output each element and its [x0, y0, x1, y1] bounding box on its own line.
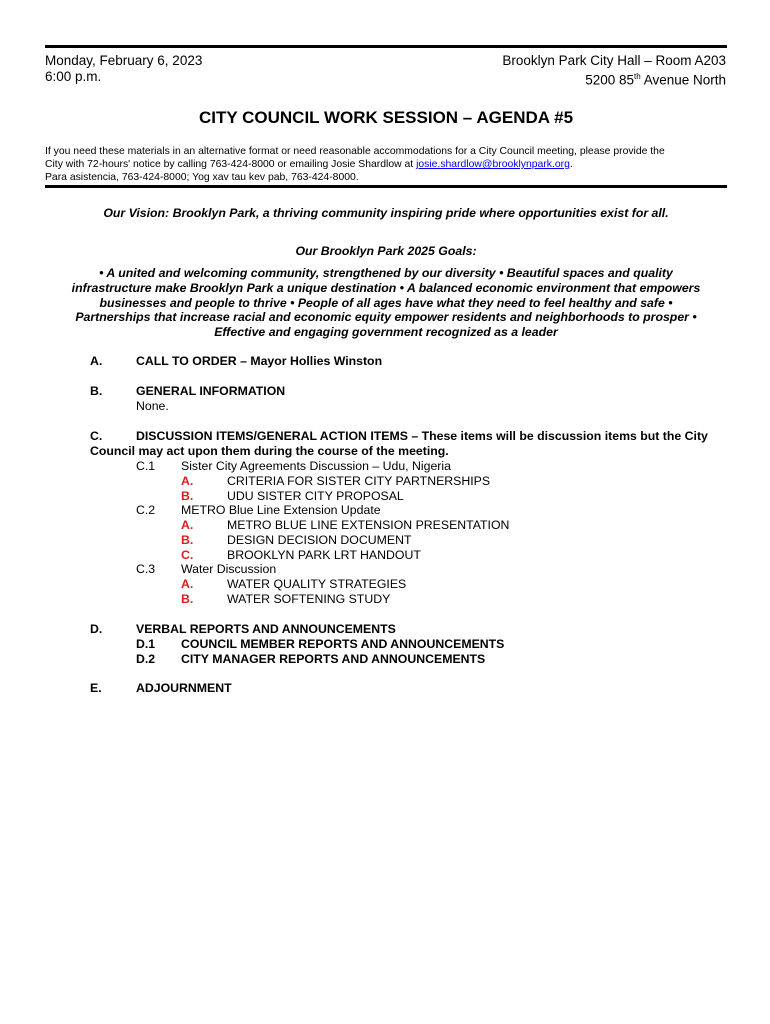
attachment-letter: A. [181, 518, 194, 532]
agenda-item-c [90, 429, 730, 609]
subitem-title: Water Discussion [181, 562, 277, 576]
meeting-date: Monday, February 6, 2023 [45, 53, 203, 68]
attachment-letter: B. [181, 592, 194, 606]
item-title: DISCUSSION ITEMS/GENERAL ACTION ITEMS – These items will be discussion items but the City [136, 429, 708, 443]
top-rule [45, 45, 727, 48]
subitem-number: D.2 [136, 652, 156, 666]
attachment-link[interactable]: BROOKLYN PARK LRT HANDOUT [227, 548, 421, 562]
subitem-number: C.3 [136, 562, 156, 576]
item-letter: E. [90, 681, 102, 695]
email-link[interactable]: josie.shardlow@brooklynpark.org [416, 159, 570, 170]
location-address: 5200 85th Avenue North [585, 72, 726, 88]
item-title-cont: Council may act upon them during the course of the meeting. [90, 444, 449, 458]
goals-line: • A united and welcoming community, strengthened by our diversity • Beautiful spaces and quality [99, 266, 673, 280]
attachment-link[interactable]: UDU SISTER CITY PROPOSAL [227, 489, 404, 503]
subitem-title: METRO Blue Line Extension Update [181, 503, 381, 517]
attachment-letter: B. [181, 533, 194, 547]
agenda-item-b [90, 384, 730, 414]
subitem-title: Sister City Agreements Discussion – Udu, Nigeria [181, 459, 451, 473]
notice-line-1: If you need these materials in an alternative format or need reasonable accommodations for a City Council meeting, please provide the [45, 146, 665, 157]
subitem-number: C.1 [136, 459, 156, 473]
attachment-letter: C. [181, 548, 194, 562]
attachment-link[interactable]: DESIGN DECISION DOCUMENT [227, 533, 412, 547]
attachment-letter: A. [181, 577, 194, 591]
attachment-letter: A. [181, 474, 194, 488]
vision-statement: Our Vision: Brooklyn Park, a thriving community inspiring pride where opportunities exist for all. [103, 206, 669, 220]
item-title: ADJOURNMENT [136, 681, 232, 695]
goals-line: Partnerships that increase racial and economic equity empower residents and neighborhoods to prosper • [75, 310, 697, 325]
page-title: CITY COUNCIL WORK SESSION – AGENDA #5 [198, 108, 574, 127]
meeting-time: 6:00 p.m. [45, 69, 102, 84]
item-title: CALL TO ORDER – Mayor Hollies Winston [136, 354, 383, 368]
notice-line-2: City with 72-hours' notice by calling 763-424-8000 or emailing Josie Shardlow at josie.shardlow@brooklynpark.org. [45, 159, 573, 170]
goals-text [60, 266, 712, 340]
attachment-link[interactable]: METRO BLUE LINE EXTENSION PRESENTATION [227, 518, 510, 532]
subitem-title: COUNCIL MEMBER REPORTS AND ANNOUNCEMENTS [181, 637, 505, 651]
goals-line: infrastructure make Brooklyn Park a unique destination • A balanced economic environment that empowers [71, 280, 701, 295]
item-subtext: None. [136, 399, 169, 413]
item-title: GENERAL INFORMATION [136, 384, 286, 398]
agenda-item-d [90, 622, 730, 667]
attachment-link[interactable]: WATER QUALITY STRATEGIES [227, 577, 407, 591]
notice-rule [45, 185, 727, 188]
accessibility-notice [45, 145, 735, 184]
item-letter: D. [90, 622, 103, 636]
item-letter: A. [90, 354, 103, 368]
goals-line: Effective and engaging government recognized as a leader [214, 325, 558, 340]
meeting-location [502, 53, 726, 89]
item-letter: B. [90, 384, 103, 398]
subitem-title: CITY MANAGER REPORTS AND ANNOUNCEMENTS [181, 652, 486, 666]
attachment-link[interactable]: WATER SOFTENING STUDY [227, 592, 391, 606]
subitem-number: C.2 [136, 503, 156, 517]
goals-heading: Our Brooklyn Park 2025 Goals: [295, 244, 477, 258]
meeting-datetime [45, 53, 202, 85]
notice-line-3: Para asistencia, 763-424-8000; Yog xav tau kev pab, 763-424-8000. [45, 172, 359, 183]
item-letter: C. [90, 429, 103, 443]
attachment-link[interactable]: CRITERIA FOR SISTER CITY PARTNERSHIPS [227, 474, 491, 488]
attachment-letter: B. [181, 489, 194, 503]
goals-line: businesses and people to thrive • People of all ages have what they need to feel healthy and safe • [99, 295, 673, 310]
subitem-number: D.1 [136, 637, 156, 651]
item-title: VERBAL REPORTS AND ANNOUNCEMENTS [136, 622, 396, 636]
location-room: Brooklyn Park City Hall – Room A203 [502, 53, 726, 68]
